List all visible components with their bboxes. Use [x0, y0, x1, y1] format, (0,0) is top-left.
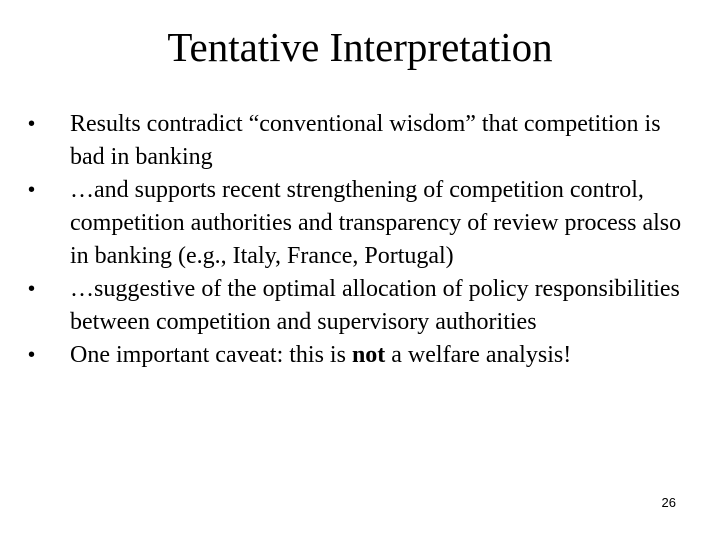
bullet-item	[28, 273, 688, 339]
bullet-item	[28, 174, 688, 273]
bullet-list	[28, 108, 688, 372]
page-number: 26	[661, 495, 676, 510]
bullet-text-after: a welfare analysis!	[385, 342, 572, 368]
bullet-text: Results contradict “conventional wisdom” that competition is bad in banking	[70, 111, 661, 170]
slide-title: Tentative Interpretation	[167, 24, 553, 70]
bullet-text: …and supports recent strengthening of competition control, competition authorities and transparency of review process also in banking (e.g., Italy, France, Portugal)	[70, 177, 682, 269]
bullet-item	[28, 108, 688, 174]
bullet-icon: •	[28, 344, 36, 366]
bullet-icon: •	[28, 278, 36, 300]
bullet-icon: •	[28, 179, 36, 201]
bullet-text-emphasis: not	[351, 342, 386, 368]
bullet-text: …suggestive of the optimal allocation of policy responsibilities between competition and supervisory authorities	[70, 276, 680, 335]
bullet-item	[28, 339, 688, 372]
bullet-text-before: One important caveat: this is	[70, 342, 352, 368]
bullet-icon: •	[28, 113, 36, 135]
